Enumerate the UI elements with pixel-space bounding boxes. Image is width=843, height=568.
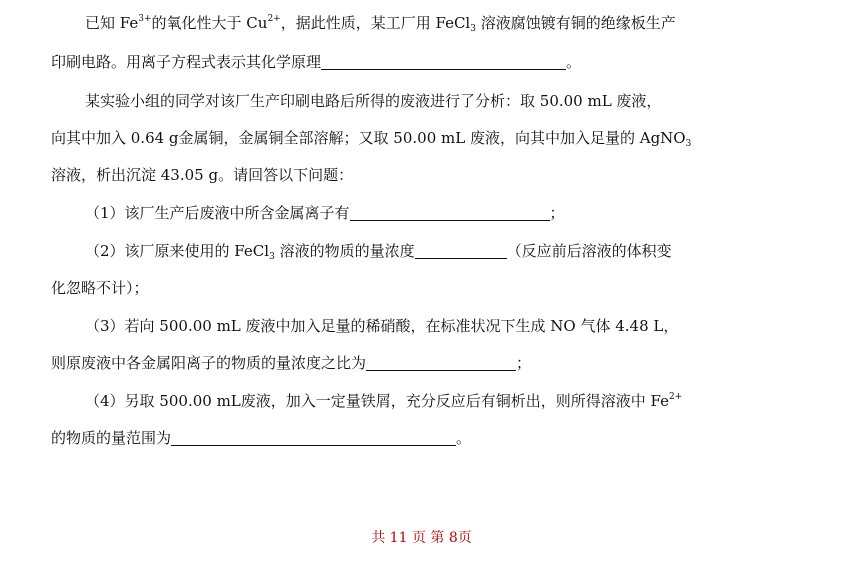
answer-blank-concentration[interactable]	[415, 242, 507, 259]
sub-question-4-line-2: 的物质的量范围为 。	[51, 429, 472, 447]
experiment-line-1: 某实验小组的同学对该厂生产印刷电路后所得的废液进行了分析：取 50.00 mL 废液，	[85, 92, 662, 110]
sub-question-2-line-1: （2）该厂原来使用的 FeCl$_3$ 溶液的物质的量浓度 （反应前后溶液的体积变	[85, 242, 672, 262]
sub-question-4-line-1: （4）另取 500.00 mL废液，加入一定量铁屑，充分反应后有铜析出，则所得溶液中 $Fe^{2+}$	[85, 392, 683, 410]
intro-line-2: 印刷电路。用离子方程式表示其化学原理 。	[51, 53, 582, 71]
sub-question-3-line-2: 则原废液中各金属阳离子的物质的量浓度之比为 ；	[51, 354, 532, 372]
experiment-line-2: 向其中加入 0.64 g金属铜，金属铜全部溶解；又取 50.00 mL 废液，向其中加入足量的 AgNO$_3$	[51, 129, 692, 149]
answer-blank-equation[interactable]	[321, 53, 566, 70]
answer-blank-ions[interactable]	[350, 204, 550, 221]
page-footer: 共 11 页 第 8页	[371, 530, 472, 546]
intro-line-1: 已知 $Fe^{3+}$的氧化性大于 $Cu^{2+}$，据此性质，某工厂用 FeCl$_3$ 溶液腐蚀镀有铜的绝缘板生产	[85, 14, 676, 34]
answer-blank-range[interactable]	[171, 429, 456, 446]
answer-blank-ratio[interactable]	[366, 354, 516, 371]
sub-question-3-line-1: （3）若向 500.00 mL 废液中加入足量的稀硝酸，在标准状况下生成 NO 气体 4.48 L，	[85, 317, 679, 335]
sub-question-1: （1）该厂生产后废液中所含金属离子有 ；	[85, 204, 565, 222]
experiment-line-3: 溶液，析出沉淀 43.05 g。请回答以下问题：	[51, 166, 354, 184]
sub-question-2-line-2: 化忽略不计）；	[51, 279, 149, 297]
